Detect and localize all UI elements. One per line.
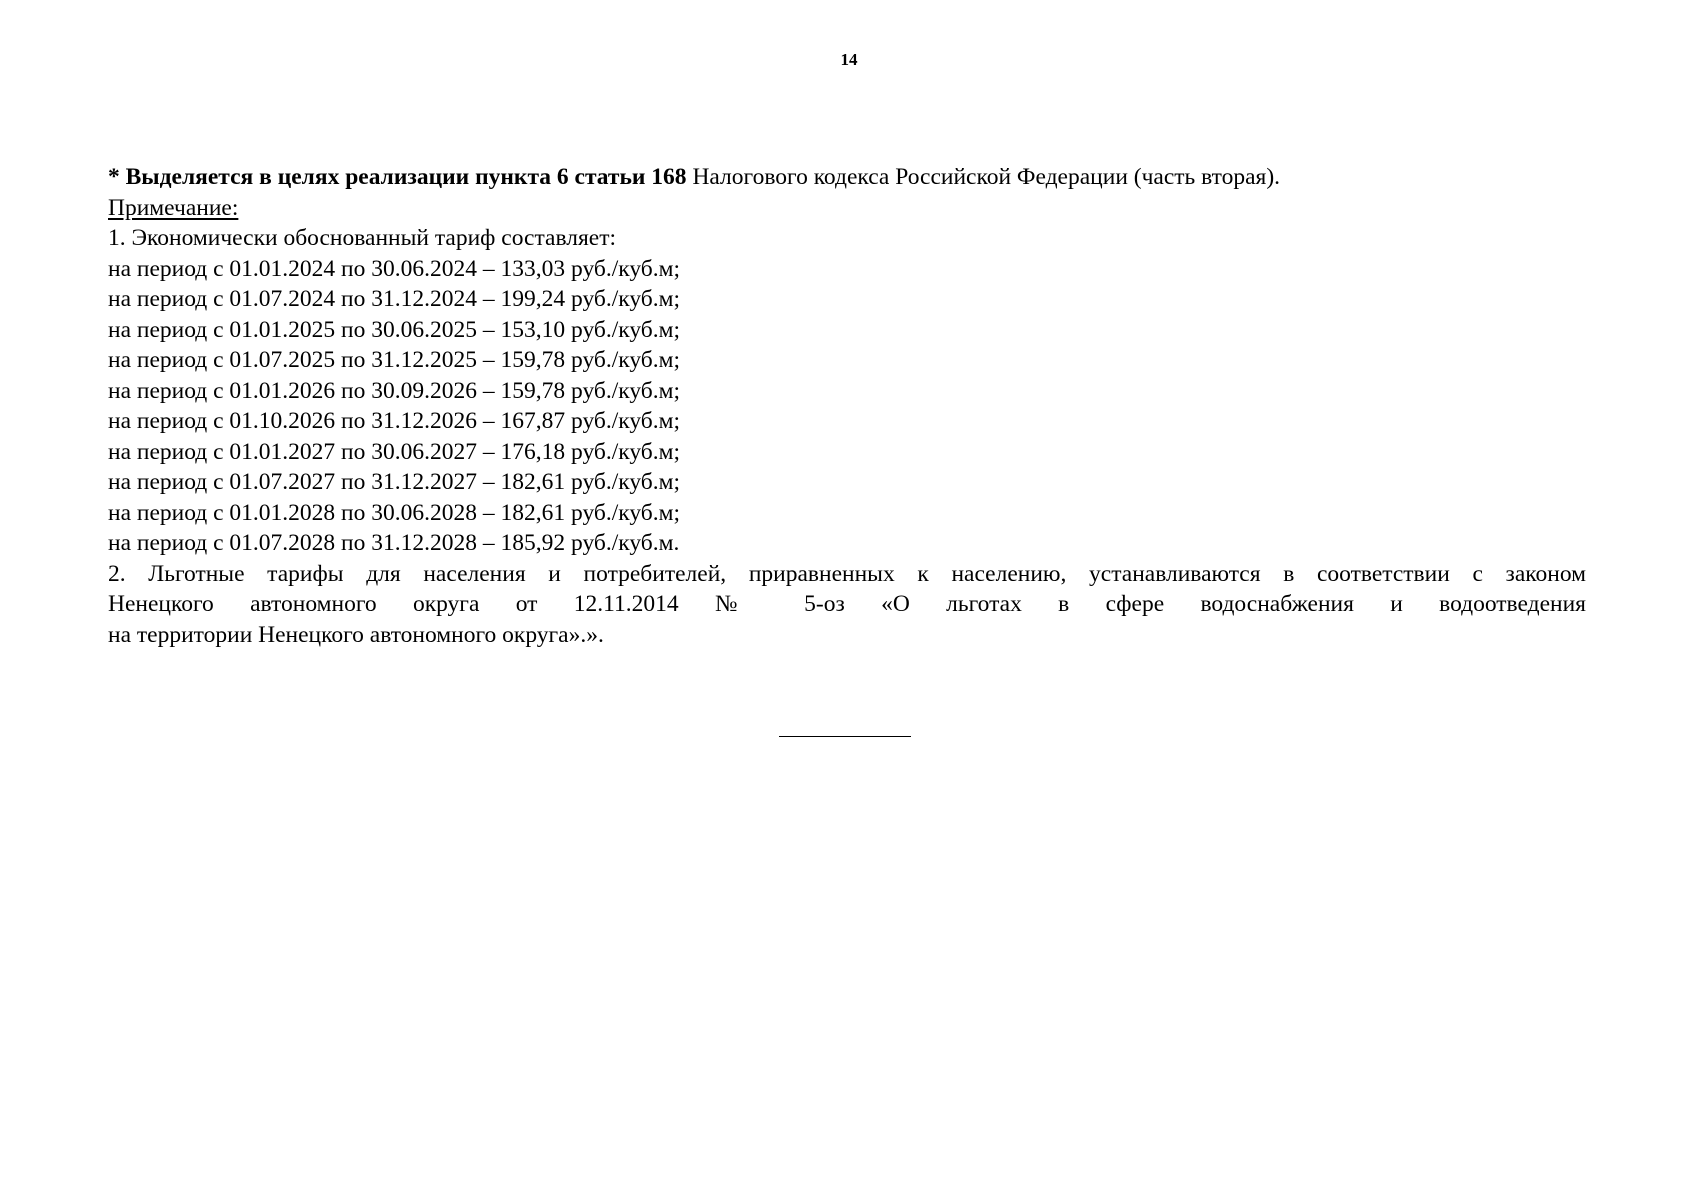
tariff-period-line [108, 284, 1586, 315]
note-item-2-line: 2. Льготные тарифы для населения и потребителей, приравненных к населению, устанавливаются в соответствии с законом [108, 560, 1586, 587]
footnote-rest: Налогового кодекса Российской Федерации (часть вторая). [686, 164, 1281, 190]
note-item-1-title: 1. Экономически обоснованный тариф составляет: [108, 225, 617, 251]
tariff-period-line [108, 254, 1586, 285]
period-amount: 185,92 руб./куб.м. [500, 530, 680, 556]
period-range: на период с 01.07.2028 по 31.12.2028 – [108, 530, 501, 556]
period-range: на период с 01.07.2027 по 31.12.2027 – [108, 469, 501, 495]
period-amount: 159,78 руб./куб.м; [500, 347, 681, 373]
period-amount: 199,24 руб./куб.м; [500, 286, 681, 312]
period-amount: 159,78 руб./куб.м; [500, 377, 681, 404]
period-range: на период с 01.07.2025 по 31.12.2025 – [108, 347, 501, 373]
period-range: на период с 01.01.2026 по 30.09.2026 – [108, 377, 501, 404]
tariff-period-line [108, 406, 1586, 437]
period-amount: 182,61 руб./куб.м; [500, 469, 681, 495]
period-range: на период с 01.07.2024 по 31.12.2024 – [108, 286, 501, 312]
tariff-period-list [108, 254, 1586, 559]
period-amount: 176,18 руб./куб.м; [500, 438, 681, 465]
period-amount: 153,10 руб./куб.м; [500, 316, 681, 343]
footnote [108, 162, 1586, 193]
tariff-period-line [108, 528, 1586, 559]
footnote-lead: * Выделяется в целях реализации пункта 6 статьи 168 [108, 164, 687, 190]
tariff-period-line [108, 437, 1586, 468]
note-heading: Примечание: [108, 194, 239, 221]
note-heading-line [108, 193, 1586, 224]
note-item-2-line: на территории Ненецкого автономного округа».». [108, 621, 604, 648]
tariff-period-line [108, 376, 1586, 407]
period-range: на период с 01.01.2027 по 30.06.2027 – [108, 438, 501, 465]
period-amount: 167,87 руб./куб.м; [500, 408, 681, 434]
period-range: на период с 01.01.2025 по 30.06.2025 – [108, 316, 501, 343]
period-range: на период с 01.01.2028 по 30.06.2028 – [108, 499, 501, 526]
period-range: на период с 01.01.2024 по 30.06.2024 – [108, 255, 501, 282]
note-item-2-line: Ненецкого автономного округа от 12.11.2014 № 5-оз «О льготах в сфере водоснабжения и водоотведения [108, 591, 1586, 617]
period-amount: 133,03 руб./куб.м; [500, 255, 681, 282]
tariff-period-line [108, 315, 1586, 346]
tariff-period-line [108, 345, 1586, 376]
document-body [108, 162, 1586, 650]
page-number: 14 [840, 50, 858, 69]
end-of-document-rule [779, 736, 911, 737]
period-amount: 182,61 руб./куб.м; [500, 499, 681, 526]
tariff-period-line [108, 498, 1586, 529]
note-item-2 [108, 559, 1586, 651]
period-range: на период с 01.10.2026 по 31.12.2026 – [108, 408, 501, 434]
tariff-period-line [108, 467, 1586, 498]
